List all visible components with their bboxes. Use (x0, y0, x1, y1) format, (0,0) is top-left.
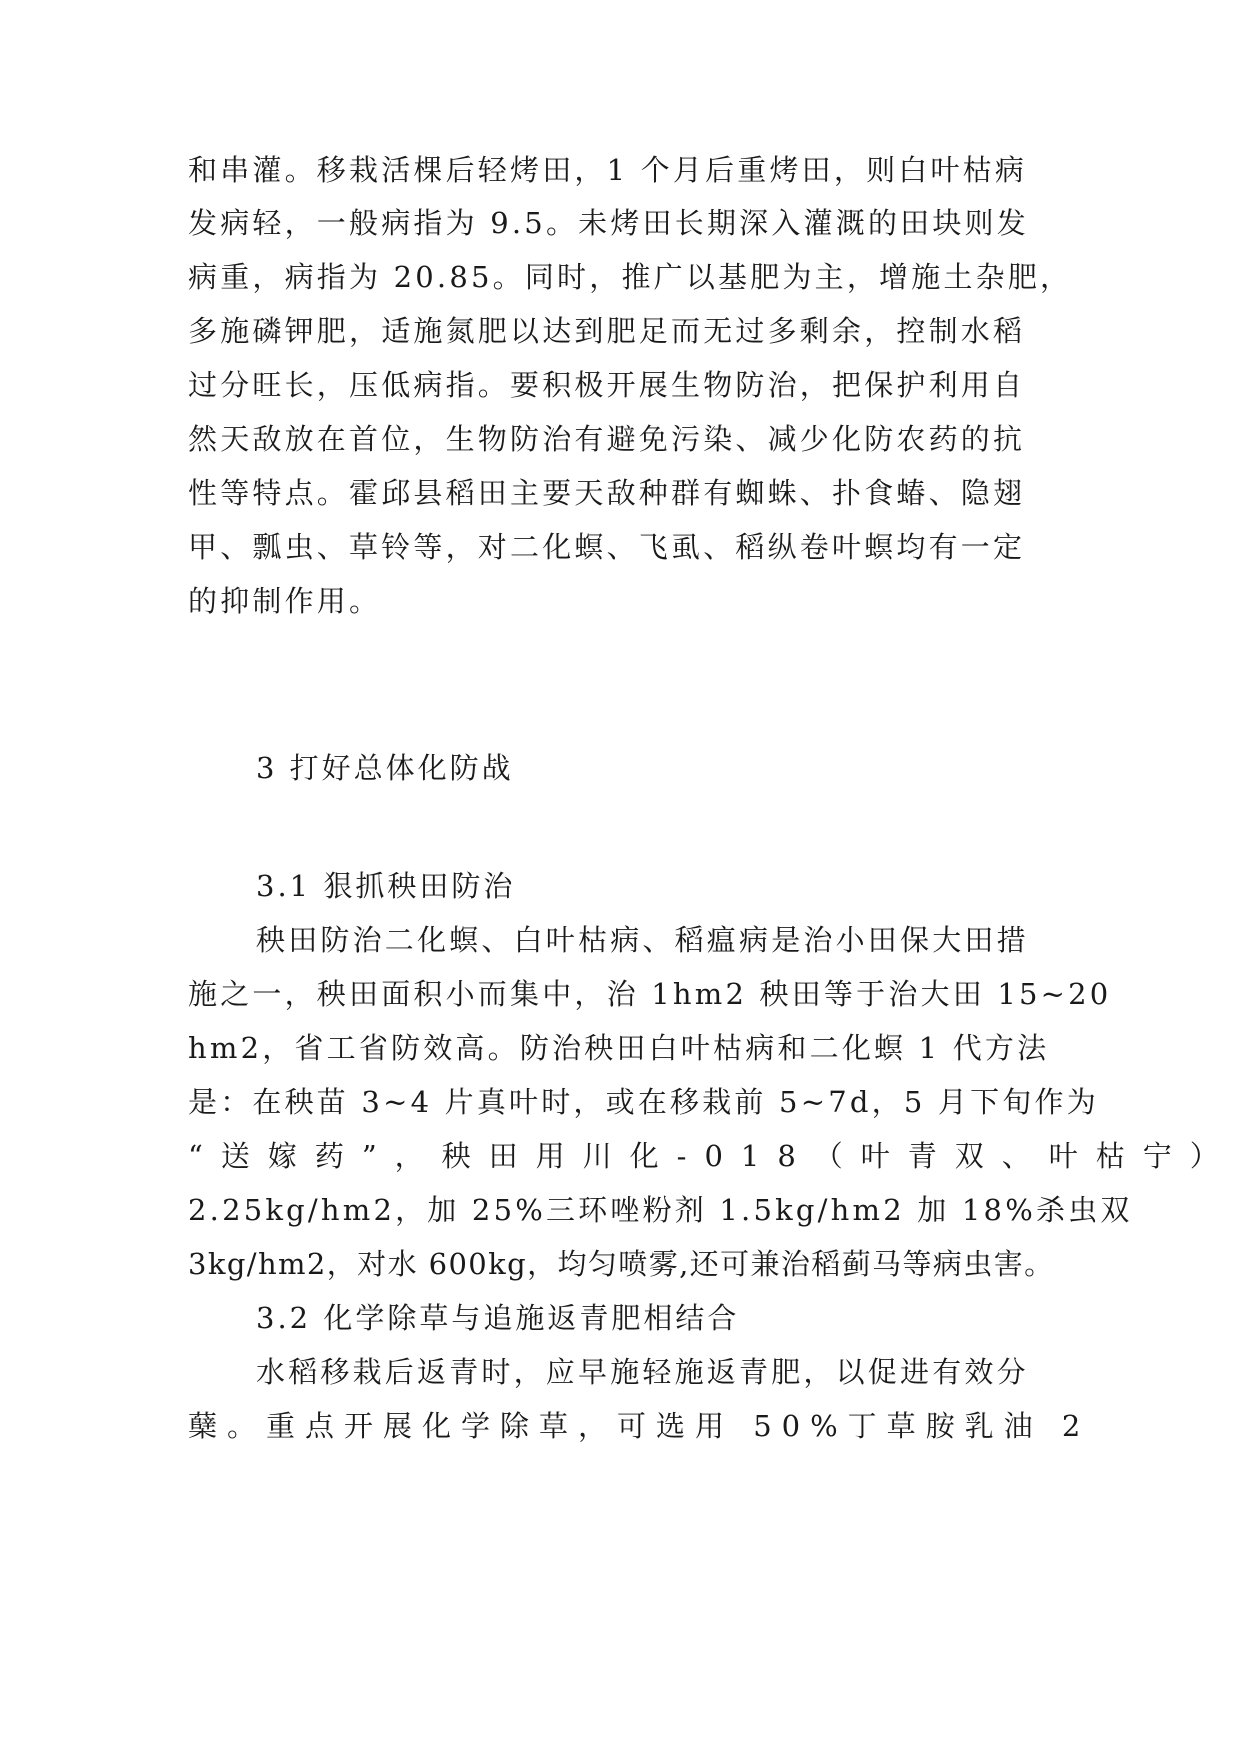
text-line: 过分旺长，压低病指。要积极开展生物防治，把保护利用自 (188, 368, 1026, 402)
text-line: 发病轻，一般病指为 9.5。未烤田长期深入灌溉的田块则发 (188, 206, 1029, 240)
section-heading-3-2: 3.2 化学除草与追施返青肥相结合 (256, 1301, 740, 1335)
text-line: 然天敌放在首位，生物防治有避免污染、减少化防农药的抗 (188, 422, 1026, 456)
text-line: hm2，省工省防效高。防治秧田白叶枯病和二化螟 1 代方法 (188, 1031, 1050, 1065)
text-line: “送嫁药”，秧田用川化-018（叶青双、叶枯宁） (188, 1139, 1237, 1173)
text-line: 甲、瓢虫、草铃等，对二化螟、飞虱、稻纵卷叶螟均有一定 (188, 530, 1026, 564)
text-line: 多施磷钾肥，适施氮肥以达到肥足而无过多剩余，控制水稻 (188, 314, 1026, 348)
text-line: 是：在秧苗 3~4 片真叶时，或在移栽前 5~7d，5 月下旬作为 (188, 1085, 1099, 1119)
text-line: 的抑制作用。 (188, 584, 382, 618)
text-line: 3kg/hm2，对水 600kg，均匀喷雾,还可兼治稻蓟马等病虫害。 (188, 1247, 1055, 1281)
text-line: 2.25kg/hm2，加 25%三环唑粉剂 1.5kg/hm2 加 18%杀虫双 (188, 1193, 1133, 1227)
text-line: 和串灌。移栽活棵后轻烤田，1 个月后重烤田，则白叶枯病 (188, 153, 1028, 187)
text-line: 秧田防治二化螟、白叶枯病、稻瘟病是治小田保大田措 (256, 923, 1029, 957)
section-heading-3: 3 打好总体化防战 (256, 751, 514, 785)
text-line: 性等特点。霍邱县稻田主要天敌种群有蜘蛛、扑食蝽、隐翅 (188, 476, 1026, 510)
text-line: 蘖。重点开展化学除草，可选用 50%丁草胺乳油 2 (188, 1409, 1091, 1443)
text-line: 病重，病指为 20.85。同时，推广以基肥为主，增施土杂肥， (188, 260, 1073, 294)
section-heading-3-1: 3.1 狠抓秧田防治 (256, 869, 516, 903)
text-line: 施之一，秧田面积小而集中，治 1hm2 秧田等于治大田 15~20 (188, 977, 1112, 1011)
text-line: 水稻移栽后返青时，应早施轻施返青肥，以促进有效分 (256, 1355, 1029, 1389)
